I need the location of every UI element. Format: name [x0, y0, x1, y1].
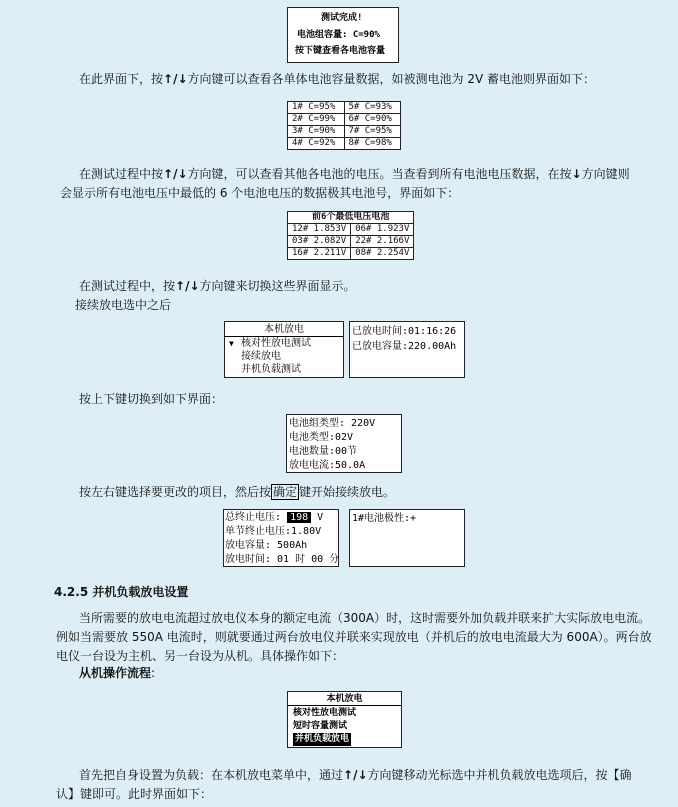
paragraph-select-item: [79, 484, 395, 501]
paragraph-text: 方向键来切换这些界面显示。: [199, 279, 356, 293]
paragraph-text: 方向键则: [581, 167, 630, 181]
menu-item-verification-test[interactable]: 核对性放电测试: [293, 708, 357, 718]
paragraph-text: 按上下键切换到如下界面：: [79, 392, 224, 406]
test-complete-title: 测试完成!: [321, 13, 363, 23]
down-arrow-icon: ↓: [571, 167, 582, 181]
battery-info-screen: [286, 414, 402, 473]
paragraph-switch-screens: [79, 278, 356, 295]
table-row: [288, 236, 414, 248]
paragraph-text: 接续放电选中之后: [75, 298, 172, 312]
paragraph-text: 首先把自身设置为负载：在本机放电菜单中，通过: [79, 768, 344, 782]
paragraph-text: 在此界面下，按: [79, 72, 164, 86]
battery-polarity-screen: [349, 509, 465, 567]
paragraph-text: 电仪一台设为主机、另一台设为从机。具体操作如下：: [56, 649, 345, 663]
discharged-capacity: 已放电容量:220.00Ah: [352, 341, 457, 352]
table-row: [288, 224, 414, 236]
confirm-key-label: 确定: [273, 485, 298, 499]
slave-procedure-heading: [79, 665, 155, 682]
battery-cell-type: 电池类型:02V: [289, 432, 354, 443]
voltage-unit: V: [317, 512, 324, 523]
discharge-current: 放电电流:50.0A: [289, 460, 366, 471]
table-cell: 03# 2.082V: [288, 236, 351, 248]
cell-capacity-table: [287, 101, 401, 150]
battery-polarity: 1#电池极性:+: [352, 513, 417, 524]
lowest-voltage-table: [287, 211, 414, 260]
table-cell: 8# C=98%: [344, 138, 401, 150]
up-down-arrow-icon: ↑/↓: [343, 768, 368, 782]
menu-pointer-icon: ▼: [229, 339, 234, 348]
paragraph-set-load: [79, 767, 632, 784]
table-row: [288, 126, 401, 138]
battery-pack-type: 电池组类型: 220V: [289, 418, 376, 429]
table-cell: 4# C=92%: [288, 138, 345, 150]
paragraph-text: 方向键，可以查看其他各电池的电压。当查看到所有电池电压数据，在按: [187, 167, 572, 181]
discharge-status-screen: [349, 321, 465, 378]
table-cell: 22# 2.166V: [351, 236, 414, 248]
menu-item-parallel-load-test[interactable]: 并机负载测试: [241, 364, 301, 375]
table-row: [288, 102, 401, 114]
up-down-arrow-icon: ↑/↓: [175, 279, 200, 293]
press-key-hint: 按下键查看各电池容量: [295, 46, 386, 56]
section-heading: 4.2.5 并机负载放电设置: [54, 585, 189, 599]
menu-item-short-capacity-test[interactable]: 短时容量测试: [293, 721, 348, 731]
total-end-voltage: [225, 511, 323, 524]
table-cell: 3# C=90%: [288, 126, 345, 138]
table-cell: 06# 1.923V: [351, 224, 414, 236]
discharge-capacity-setting: 放电容量: 500Ah: [225, 540, 308, 551]
up-down-arrow-icon: ↑/↓: [163, 72, 188, 86]
local-discharge-menu: [224, 321, 344, 378]
cell-end-voltage: 单节终止电压:1.80V: [225, 526, 322, 537]
table-row: [288, 248, 414, 260]
table-header: 前6个最低电压电池: [288, 212, 414, 224]
table-cell: 12# 1.853V: [288, 224, 351, 236]
table-cell: 08# 2.254V: [351, 248, 414, 260]
table-cell: 1# C=95%: [288, 102, 345, 114]
total-end-voltage-value[interactable]: 198: [287, 512, 311, 523]
table-cell: 6# C=90%: [344, 114, 401, 126]
table-cell: 2# C=99%: [288, 114, 345, 126]
table-row: [288, 138, 401, 150]
table-cell: 16# 2.211V: [288, 248, 351, 260]
slave-heading-text: 从机操作流程: [79, 666, 152, 680]
paragraph-text: 例如当需要放 550A 电流时，则就要通过两台放电仪并联来实现放电（并机后的放电电流最大为 600A）。两台放: [56, 630, 652, 644]
table-row: [288, 114, 401, 126]
test-complete-screen: [287, 7, 399, 63]
table-cell: 5# C=93%: [344, 102, 401, 114]
menu-item-continue-discharge[interactable]: 接续放电: [241, 351, 281, 362]
elapsed-discharge-time: 已放电时间:01:16:26: [352, 326, 457, 337]
paragraph-text: 方向键移动光标选中并机负载放电选项后，按【确: [367, 768, 632, 782]
end-voltage-settings-screen: [223, 509, 339, 567]
paragraph-text: 在测试过程中按: [79, 167, 164, 181]
up-down-arrow-icon: ↑/↓: [163, 167, 188, 181]
menu-item-verification-test[interactable]: 核对性放电测试: [241, 338, 311, 349]
menu-title: 本机放电: [326, 694, 363, 704]
paragraph-text: 键开始接续放电。: [299, 485, 396, 499]
paragraph-view-voltage: [79, 166, 630, 183]
paragraph-text: 方向键可以查看各单体电池容量数据，如被测电池为 2V 蓄电池则界面如下：: [187, 72, 595, 86]
table-header-row: [288, 212, 414, 224]
paragraph-text: 按左右键选择要更改的项目，然后按: [79, 485, 272, 499]
pack-capacity-line: 电池组容量: C=90%: [297, 30, 380, 40]
menu-title: 本机放电: [264, 324, 304, 335]
paragraph-view-capacity: [79, 71, 595, 88]
battery-count: 电池数量:00节: [289, 446, 358, 457]
table-cell: 7# C=95%: [344, 126, 401, 138]
menu-divider: [288, 705, 401, 706]
menu-item-parallel-load-discharge[interactable]: 并机负载放电: [295, 734, 350, 744]
paragraph-text: 会显示所有电池电压中最低的 6 个电池电压的数据极其电池号，界面如下：: [60, 186, 460, 200]
slave-heading-colon: :: [151, 666, 156, 680]
paragraph-text: 当所需要的放电电流超过放电仪本身的额定电流（300A）时，这时需要外加负载并联来扩大实际放电电流。: [79, 611, 651, 625]
local-discharge-menu-2: [287, 691, 402, 748]
discharge-time-setting: 放电时间: 01 时 00 分: [225, 554, 340, 565]
paragraph-text: 认】键即可。此时界面如下：: [56, 787, 213, 801]
total-end-voltage-label: 总终止电压:: [225, 512, 282, 523]
paragraph-text: 在测试过程中，按: [79, 279, 176, 293]
